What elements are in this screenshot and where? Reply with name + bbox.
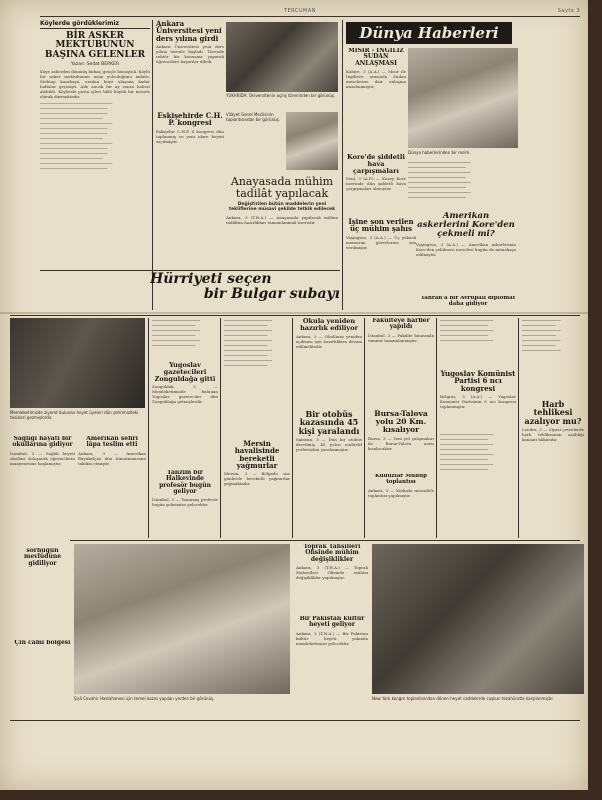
article-headline: Harb tehlikesi azalıyor mu? bbox=[524, 400, 582, 426]
article-body: Köye askerden dönmüş birkaç gençle konuştuk. Köylü bir asker mektubunun uzun yolculuğunu anlattı. Mektup kasabaya, oradan köye ulaşana kadar haftalar geçmişti. Aile ancak bir ay sonra haberi alabildi. Köylerde posta işleri hâlâ büyük bir mesele olarak durmaktadır. bbox=[40, 69, 150, 100]
photo-caption: Dünya haberlerinden bir resim. bbox=[408, 150, 471, 155]
article-misir bbox=[346, 48, 406, 150]
article-sorhugu bbox=[10, 548, 75, 588]
article-asker-mektubu bbox=[40, 20, 150, 310]
article-mersin bbox=[224, 440, 290, 538]
article-headline: Bir otobüs kazasında 45 kişi yaralandı bbox=[298, 410, 360, 436]
article-body: Ankara Üniversitesi yeni ders yılına törenle başladı. Törende rektör bir konuşma yaparak öğrencilere başarılar diledi. bbox=[156, 44, 224, 65]
photo-caption: New York kongre toplantısından dönen heyet caddelerde coşkun tezahüratla karşılanmıştır. bbox=[372, 696, 554, 701]
page-header-center: TERCÜMAN bbox=[283, 8, 317, 14]
article-body: Ankara, 3 — Okulların yeniden açılması için hazırlıklara devam edilmektedir. bbox=[296, 333, 362, 349]
article-eskisehir bbox=[156, 112, 224, 207]
photo-caption: Memleketimizde ziyaret bulunan heyet üyeleri dün şehrimizdeki tesisleri gezmişlerdir. bbox=[10, 410, 139, 420]
article-headline: Bir Pakistan kültür heyeti geliyor bbox=[299, 616, 365, 629]
article-body: Belgrat, 3 (A.A.) — Yugoslav Komünist Partisinin 6 ncı kongresi toplanmıştır. bbox=[440, 394, 516, 410]
section-banner-dunya: Dünya Haberleri bbox=[346, 22, 512, 44]
article-sagligi bbox=[10, 436, 75, 546]
article-headline-left: Hürriyeti seçen bbox=[150, 272, 272, 287]
article-body-col4: ────────────────────── ──────────────────── ────────────────────── ──────────────────── ────────────────────── ──────────────────── ────────────────────── ──────────────────── bbox=[440, 432, 493, 472]
article-body-col2: ──────────────────── ────────────────── ──────────────────── ────────────────── ──────────────────── ────────────────── ──────────────────── ────────────────── ──────────────────── ────────────────── bbox=[224, 318, 273, 368]
article-body: Vaşington, 3 (A.A.) — Üç yüksek memurun görevlerine son verilmiştir. bbox=[346, 234, 416, 250]
article-body: Ankara, 3 (T.H.A.) — Bir Pakistan kültür heyeti yakında memleketimize gelecektir. bbox=[296, 630, 368, 646]
article-bursa bbox=[368, 410, 434, 470]
article-headline: Toprak Tahsilleri Ofisinde mühim değişiklikler bbox=[303, 544, 361, 563]
article-body: Londra, 3 — Siyasi çevrelerde harb tehlikesinin azaldığı kanaati hâkimdir. bbox=[522, 427, 584, 443]
article-kicker: Köylerde gördüklerimiz bbox=[40, 20, 150, 29]
article-headline: Mersin havalisinde bereketli yağmurlar bbox=[234, 440, 280, 471]
article-amerikan-askerleri bbox=[416, 212, 516, 262]
article-body: Samsun, 3 — Dün bir otobüs devrilmiş, 45 yolcu muhtelif yerlerinden yaralanmıştır. bbox=[296, 437, 362, 453]
article-body: Zonguldak, 3 — Memleketimizde bulunan Yugoslav gazeteciler dün Zonguldağa gelmişlerdir. bbox=[152, 384, 218, 405]
photo-caption: Şişli Cevahir Hastahanesi için temel kazısı yapılan yerden bir görünüş. bbox=[74, 696, 215, 701]
photo-meclis bbox=[286, 112, 338, 170]
article-headline: Fakülteye harfler yapıldı bbox=[372, 318, 430, 331]
article-headline: Ankara Üniversitesi yeni ders yılına girdi bbox=[156, 20, 222, 43]
article-harb bbox=[522, 400, 584, 538]
article-tanzim bbox=[152, 470, 218, 538]
article-body: İstanbul, 3 — Fakülte binasında tamirat tamamlanmıştır. bbox=[368, 332, 434, 343]
article-headline: Tahran'a bir Avrupalı diplomat daha gidiyor bbox=[420, 296, 516, 307]
article-body: Mersin, 3 — Bölgede son günlerde bereketli yağmurlar yağmaktadır. bbox=[224, 471, 290, 487]
article-fakulte bbox=[368, 318, 434, 408]
article-headline: Bursa-Talova yolu 20 Km. kısalıyor bbox=[374, 410, 428, 434]
article-body-col: ──────────────────── ────────────────── ──────────────────── ────────────────── ──────────────────── ────────────────── bbox=[152, 318, 201, 348]
article-headline: Amerikan sefiri lâpa teslim etti bbox=[86, 436, 138, 449]
header-rule bbox=[40, 16, 580, 17]
article-body-col3: ────────────────────── ──────────────────── ────────────────────── ──────────────────── ────────────────────── bbox=[440, 318, 493, 343]
article-headline: Yugoslav Komünist Partisi 6 ncı kongresi bbox=[440, 370, 516, 393]
article-body: Seul, 3 (A.P.) — Kuzey Kore üzerinde dün şiddetli hava çarpışmaları olmuştur. bbox=[346, 176, 406, 192]
article-amerikan-sefir bbox=[78, 436, 146, 546]
article-toprak bbox=[296, 544, 368, 614]
article-kuduz bbox=[368, 474, 434, 538]
photo-dunya bbox=[408, 48, 518, 148]
article-kore-hava bbox=[346, 154, 406, 214]
article-headline: Eskişehirde C.H. P. kongresi bbox=[157, 112, 223, 128]
article-tahran bbox=[420, 296, 516, 308]
photo-caption: YUKARIDA: Üniversitenin açılış töreninden bir görünüş. bbox=[226, 93, 336, 98]
article-headline-right: bir Bulgar subayı bbox=[203, 285, 340, 302]
article-body: İstanbul, 3 — Tanınmış profesör bugün şehrimize gelecektir. bbox=[152, 497, 218, 508]
article-bulgar-subay bbox=[150, 272, 340, 310]
photo-heyet bbox=[10, 318, 145, 408]
article-headline: MISIR - İNGİLİZ SUDAN ANLAŞMASI bbox=[348, 48, 404, 67]
article-body: Eskişehir C.H.P. il kongresi dün toplanmış ve yeni idare heyeti seçilmiştir. bbox=[156, 128, 224, 144]
article-otobus bbox=[296, 410, 362, 538]
article-cin bbox=[10, 640, 75, 670]
article-headline: Sağlığı hayati bir okullarına gidiyor bbox=[12, 436, 73, 449]
article-yugoslav-gazeteci bbox=[152, 362, 218, 452]
article-yugoslav-parti bbox=[440, 370, 516, 430]
article-headline: Okula yeniden hazırlık ediliyor bbox=[300, 318, 358, 332]
article-byline: Yazan: Sedat BERKER bbox=[70, 62, 120, 68]
article-okula bbox=[296, 318, 362, 408]
article-body-col5: ──────────────── ────────────── ──────────────── ────────────── ──────────────── ────────────── ──────────────── bbox=[522, 318, 561, 353]
article-headline: Kore'de şiddetli hava çarpışmaları bbox=[347, 154, 405, 175]
article-body: Ankara, 3 (T.H.A.) — Toprak Mahsulleri Ofisinde mühim değişiklikler yapılmıştır. bbox=[296, 564, 368, 580]
article-body: Ankara, 3 — Amerikan Büyükelçisi dün itimatnamesini takdim etmiştir. bbox=[78, 450, 146, 466]
article-body-filler: ────────────────────────────── ──────────────────────────── ──────────────────────────── ────────────────────────── ────────────────────────────── ──────────────────────────── ──────────────────────────── ────────────────────────── ────────────────────────────── ──────────────────────────── ──────────────────────────── ────────────────────────── ────────────────────────────── ──────────────────────────── bbox=[40, 101, 113, 172]
photo-kazi bbox=[74, 544, 290, 694]
article-headline: sorhugun mevlüdüne gidiliyor bbox=[23, 548, 62, 567]
photo-universite-toren bbox=[226, 22, 338, 92]
article-subheadline: Değiştirilen bütün maddelerin yeni tekliflerine müsavi şekilde tetkik edilecek bbox=[228, 202, 336, 213]
article-body: Ankara, 3 (T.H.A.) — Anayasada yapılacak mühim tadilâtın hazırlıkları tamamlanmak üzeredir. bbox=[226, 215, 338, 226]
article-body: İstanbul, 3 — Sağlık heyeti okulları dolaşarak öğrencilerin muayenesine başlamıştır. bbox=[10, 450, 75, 466]
article-headline: Anayasada mühim tadilât yapılacak bbox=[230, 176, 334, 200]
article-body: Ankara, 3 — Kuduzla mücadele toplantısı yapılmıştır. bbox=[368, 487, 434, 498]
article-headline: Kuduzlar Mühüp toplantısı bbox=[374, 474, 428, 485]
article-headline: Yugoslav gazetecileri Zonguldağa gitti bbox=[154, 362, 216, 383]
article-headline: BİR ASKER MEKTUBUNUN BAŞINA GELENLER bbox=[44, 31, 146, 60]
article-body: Kahire, 3 (A.A.) — Mısır ile İngiltere arasında Sudan meselesine dair anlaşma imzalanmıştır. bbox=[346, 68, 406, 89]
article-body: Vaşington, 3 (A.A.) — Amerikan askerlerinin Kore'den çekilmesi meselesi bugün de münakaşa edilmiştir. bbox=[416, 241, 516, 257]
article-universite bbox=[156, 20, 224, 115]
article-pakistan bbox=[296, 616, 368, 686]
article-headline: Amerikan askerlerini Kore'den çekmeli mi? bbox=[417, 212, 515, 239]
article-isine-son bbox=[346, 218, 416, 268]
article-headline: Çin cami bölgesi bbox=[14, 640, 71, 646]
article-body: Bursa, 3 — Yeni yol çalışmaları ile Bursa-Yalova arası kısalacaktır. bbox=[368, 435, 434, 451]
article-headline: Tanzim bir Halkevinde profesör bugün geliyor bbox=[159, 470, 211, 495]
article-dunya-body: ────────────────────────── ──────────────────────── ────────────────────────── ──────────────────────── ────────────────────────── ──────────────────────── ────────────────────────── ──────────────────────── bbox=[408, 160, 471, 200]
article-headline: İşine son verilen üç mühim şahıs bbox=[348, 218, 414, 234]
photo-newyork bbox=[372, 544, 584, 694]
photo-caption: Vilâyet Genel Meclisinin toplantısından bir görünüş. bbox=[226, 112, 281, 122]
page-header-right: Sayfa 3 bbox=[557, 8, 580, 14]
